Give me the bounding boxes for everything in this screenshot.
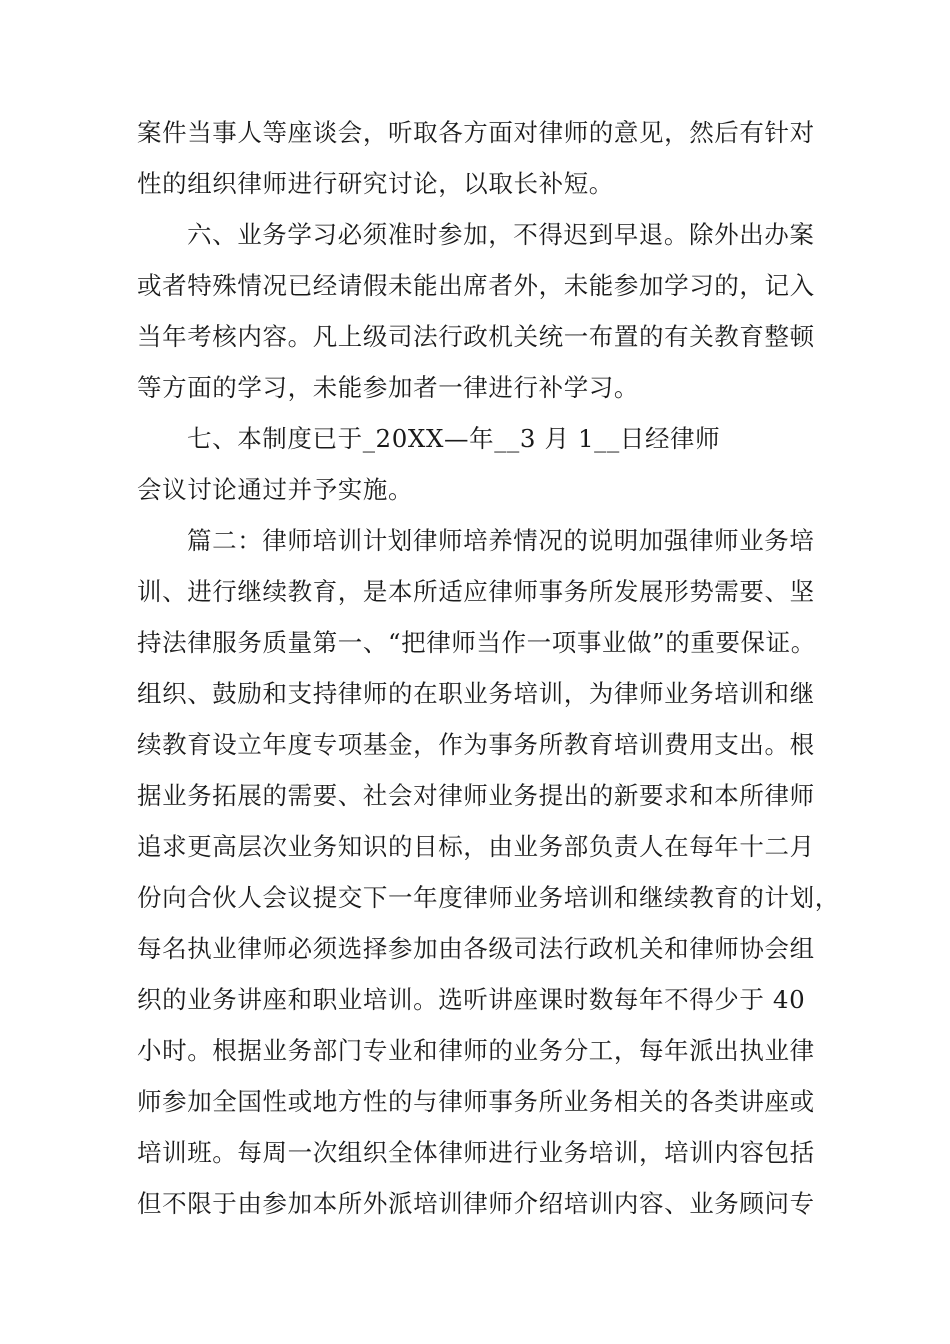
text-line: 等方面的学习，未能参加者一律进行补学习。 [137, 373, 639, 402]
text-line: 据业务拓展的需要、社会对律师业务提出的新要求和本所律师 [137, 781, 815, 810]
paragraph-start-line: 六、业务学习必须准时参加，不得迟到早退。除外出办案 [187, 220, 815, 249]
text-line: 组织、鼓励和支持律师的在职业务培训，为律师业务培训和继 [137, 679, 815, 708]
text-line: 案件当事人等座谈会，听取各方面对律师的意见，然后有针对 [137, 118, 815, 147]
text-line: 续教育设立年度专项基金，作为事务所教育培训费用支出。根 [137, 730, 815, 759]
text-line: 性的组织律师进行研究讨论，以取长补短。 [137, 169, 614, 198]
text-line: 或者特殊情况已经请假未能出席者外，未能参加学习的，记入 [137, 271, 815, 300]
text-line: 当年考核内容。凡上级司法行政机关统一布置的有关教育整顿 [137, 322, 815, 351]
text-line: 但不限于由参加本所外派培训律师介绍培训内容、业务顾问专 [137, 1189, 815, 1218]
text-line: 师参加全国性或地方性的与律师事务所业务相关的各类讲座或 [137, 1087, 815, 1116]
text-line: 追求更高层次业务知识的目标，由业务部负责人在每年十二月 [137, 832, 815, 861]
text-line: 份向合伙人会议提交下一年度律师业务培训和继续教育的计划， [137, 883, 840, 912]
text-line: 小时。根据业务部门专业和律师的业务分工，每年派出执业律 [137, 1036, 815, 1065]
text-line: 培训班。每周一次组织全体律师进行业务培训，培训内容包括 [137, 1138, 815, 1167]
paragraph-start-line: 七、本制度已于_20XX—年__3 月 1__日经律师 [187, 424, 721, 453]
paragraph-start-line: 篇二：律师培训计划律师培养情况的说明加强律师业务培 [187, 526, 815, 555]
text-line: 持法律服务质量第一、“把律师当作一项事业做”的重要保证。 [137, 628, 816, 657]
text-line: 训、进行继续教育，是本所适应律师事务所发展形势需要、坚 [137, 577, 815, 606]
text-line: 会议讨论通过并予实施。 [137, 475, 414, 504]
text-line: 织的业务讲座和职业培训。选听讲座课时数每年不得少于 40 [137, 985, 806, 1014]
text-line: 每名执业律师必须选择参加由各级司法行政机关和律师协会组 [137, 934, 815, 963]
